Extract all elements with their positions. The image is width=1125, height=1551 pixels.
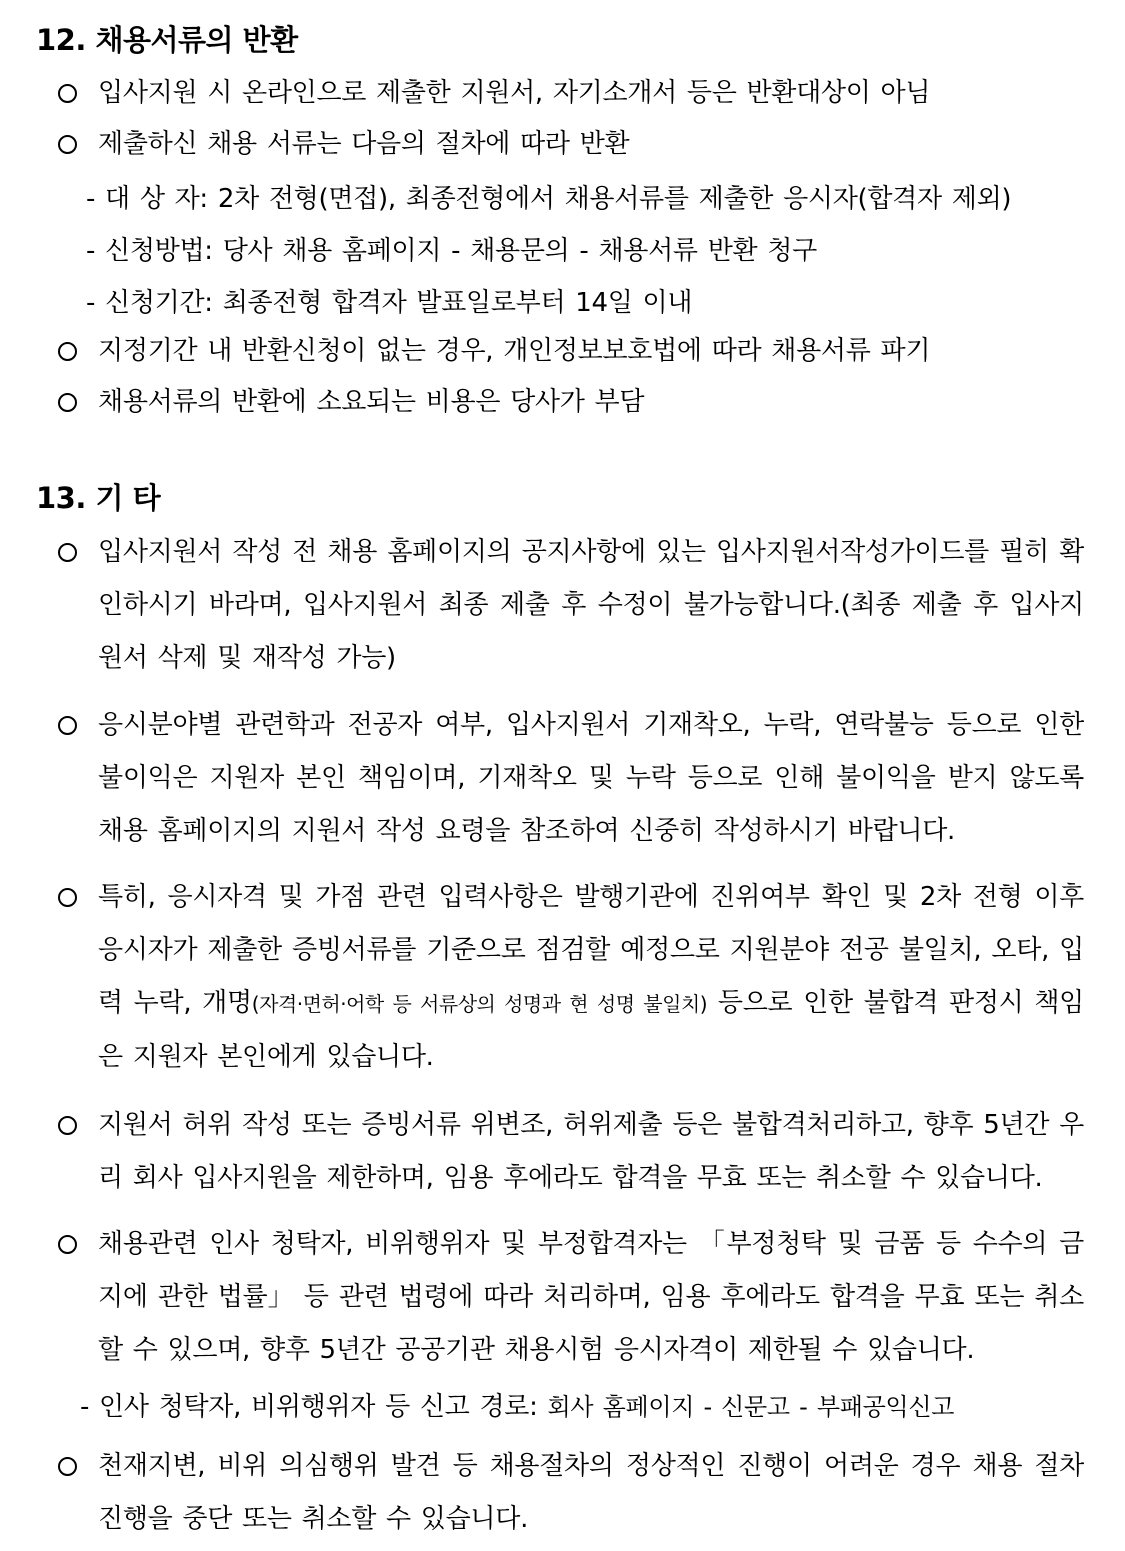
s12-sub-method: - 신청방법: 당사 채용 홈페이지 - 채용문의 - 채용서류 반환 청구	[86, 236, 817, 266]
s13-bullet-2	[58, 707, 1084, 858]
circle-bullet-icon	[58, 707, 80, 743]
section-12-title: 12. 채용서류의 반환	[36, 23, 298, 57]
s12-bullet-3	[58, 333, 1084, 378]
bullet-text	[98, 871, 1084, 1084]
circle-bullet-icon	[58, 333, 80, 369]
section-13-title: 13. 기 타	[36, 481, 161, 515]
s13-bullet-6	[58, 1448, 1084, 1546]
s13-bullet-5	[58, 1226, 1084, 1377]
report-path-value: 회사 홈페이지 - 신문고 - 부패공익신고	[547, 1393, 955, 1421]
s13-bullet-1	[58, 534, 1084, 685]
bullet-text: 지정기간 내 반환신청이 없는 경우, 개인정보보호법에 따라 채용서류 파기	[98, 336, 931, 366]
s12-bullet-2	[58, 126, 1084, 171]
s13-bullet-3	[58, 879, 1084, 1084]
bullet-text: 채용관련 인사 청탁자, 비위행위자 및 부정합격자는 「부정청탁 및 금품 등 수수의 금지에 관한 법률」 등 관련 법령에 따라 처리하며, 임용 후에라도 합격을 무효 또는 취소할 수 있으며, 향후 5년간 공공기관 채용시험 응시자격이 제한될 수 있습니다.	[98, 1229, 1084, 1365]
circle-bullet-icon	[58, 534, 80, 570]
bullet-text: 입사지원 시 온라인으로 제출한 지원서, 자기소개서 등은 반환대상이 아님	[98, 78, 931, 108]
circle-bullet-icon	[58, 75, 80, 111]
s12-bullet-4	[58, 384, 1084, 429]
bullet-text: 제출하신 채용 서류는 다음의 절차에 따라 반환	[98, 129, 630, 159]
circle-bullet-icon	[58, 1226, 80, 1262]
circle-bullet-icon	[58, 126, 80, 162]
circle-bullet-icon	[58, 1107, 80, 1143]
bullet-text-part2: 등으로 인한 불합격 판정시 책임은 지원자 본인에게 있습니다.	[98, 988, 1084, 1072]
circle-bullet-icon	[58, 384, 80, 420]
bullet-text: 응시분야별 관련학과 전공자 여부, 입사지원서 기재착오, 누락, 연락불능 등으로 인한 불이익은 지원자 본인 책임이며, 기재착오 및 누락 등으로 인해 불이익을 받지 않도록 채용 홈페이지의 지원서 작성 요령을 참조하여 신중히 작성하시기 바랍니다.	[98, 710, 1084, 846]
bullet-text: 지원서 허위 작성 또는 증빙서류 위변조, 허위제출 등은 불합격처리하고, 향후 5년간 우리 회사 입사지원을 제한하며, 임용 후에라도 합격을 무효 또는 취소할 수 있습니다.	[98, 1110, 1084, 1193]
circle-bullet-icon	[58, 1448, 80, 1484]
s12-sub-target: - 대 상 자: 2차 전형(면접), 최종전형에서 채용서류를 제출한 응시자(합격자 제외)	[86, 184, 1012, 214]
bullet-text: 천재지변, 비위 의심행위 발견 등 채용절차의 정상적인 진행이 어려운 경우 채용 절차 진행을 중단 또는 취소할 수 있습니다.	[98, 1451, 1084, 1534]
s12-sub-period: - 신청기간: 최종전형 합격자 발표일로부터 14일 이내	[86, 288, 693, 318]
s12-bullet-1	[58, 75, 1084, 120]
s13-sub-report-path	[80, 1386, 954, 1423]
bullet-text: 입사지원서 작성 전 채용 홈페이지의 공지사항에 있는 입사지원서작성가이드를 필히 확인하시기 바라며, 입사지원서 최종 제출 후 수정이 불가능합니다.(최종 제출 후 입사지원서 삭제 및 재작성 가능)	[98, 537, 1084, 673]
bullet-text-part1: 특히, 응시자격 및 가점 관련 입력사항은 발행기관에 진위여부 확인 및 2차 전형 이후 응시자가 제출한 증빙서류를 기준으로 점검할 예정으로 지원분야 전공 불일치, 오타, 입력 누락, 개명	[98, 882, 1084, 1018]
report-path-label: - 인사 청탁자, 비위행위자 등 신고 경로:	[80, 1392, 548, 1422]
circle-bullet-icon	[58, 879, 80, 915]
bullet-text: 채용서류의 반환에 소요되는 비용은 당사가 부담	[98, 387, 645, 417]
name-mismatch-note: (자격·면허·어학 등 서류상의 성명과 현 성명 불일치)	[251, 992, 708, 1016]
s13-bullet-4	[58, 1107, 1084, 1205]
